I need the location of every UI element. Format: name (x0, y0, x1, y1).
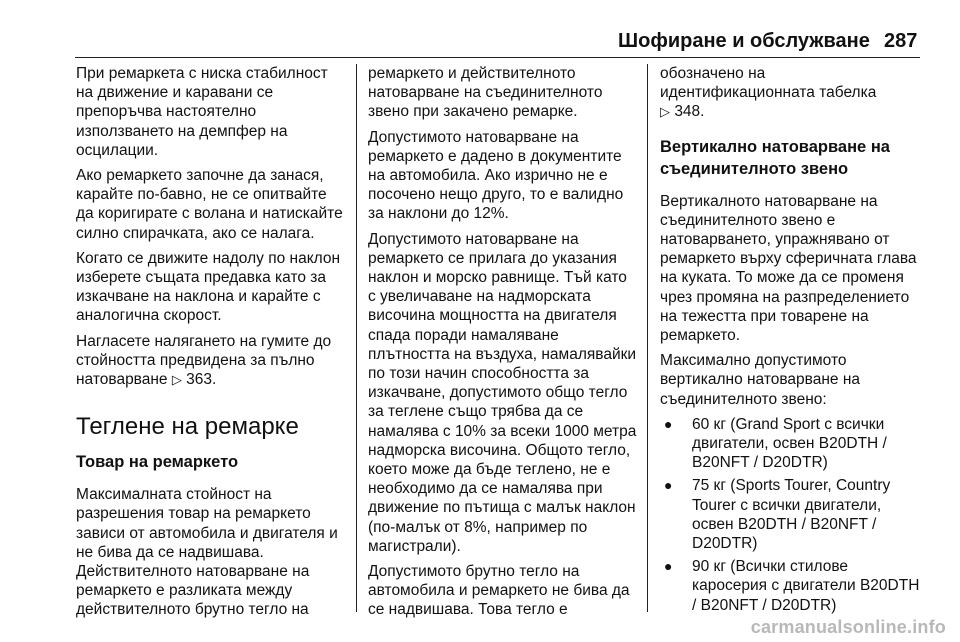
paragraph: ремаркето и действителното натоварване на съединителното звено при закачено ремарке. (368, 65, 603, 121)
page-header (0, 0, 960, 56)
paragraph: Когато се движите надолу по наклон изберете същата предавка като за изкачване на наклона и карайте с аналогична скорост. (76, 249, 341, 325)
list-item (660, 557, 922, 615)
page-number: 287 (884, 30, 918, 52)
paragraph-text: обозначено на идентификационната табелка (660, 65, 877, 102)
column-middle (368, 64, 638, 626)
section-heading: Теглене на ремарке (76, 413, 299, 441)
bullet-dot-icon: ● (664, 415, 673, 432)
list-item (660, 415, 922, 473)
column-right (660, 64, 922, 619)
list-item-text: 75 кг (Sports Tourer, Country Tourer с всички двигатели, освен B20DTH / B20NFT / D20DTR) (692, 477, 891, 553)
arrow-reference-icon: ▷ (660, 104, 670, 120)
column-left (76, 64, 348, 626)
bullet-list (660, 415, 922, 615)
paragraph-text: Нагласете налягането на гумите до стойността предвидена за пълно натоварване (76, 332, 332, 389)
list-item-text: 90 кг (Всички стилове каросерия с двигатели B20DTH / B20NFT / D20DTR) (692, 558, 920, 614)
bullet-dot-icon: ● (664, 558, 673, 575)
paragraph (660, 64, 922, 122)
header-rule (75, 57, 920, 58)
paragraph: При ремаркета с ниска стабилност на движение и каравани се препоръчва настоятелно използването на демпфер на осцилации. (76, 65, 328, 159)
paragraph: Максимално допустимото вертикално натоварване на съединителното звено: (660, 352, 861, 408)
section-title: Шофиране и обслужване (618, 30, 870, 52)
watermark: carmanualsonline.info (750, 617, 946, 637)
paragraph: Максималната стойност на разрешения товар на ремаркето зависи от автомобила и двигателя и не бива да се надвишава. Действителното натоварване на ремаркето е разликата между действителното брутно тегло на (76, 486, 338, 619)
subsection-heading: Товар на ремаркето (76, 453, 239, 472)
paragraph: Ако ремаркето започне да занася, карайте по-бавно, не се опитвайте да коригирате с волана и натискайте силно спирачката, ако се налага. (76, 167, 343, 242)
paragraph: Допустимото брутно тегло на автомобила и ремаркето не бива да се надвишава. Това тегло е (368, 563, 630, 619)
paragraph: Допустимото натоварване на ремаркето е дадено в документите на автомобила. Ако изрично не е посочено нещо друго, то е валидно за наклони до 12%. (368, 128, 624, 223)
column-divider (356, 64, 357, 612)
subsection-heading: Вертикално натоварване на съединителното звено (660, 137, 890, 178)
paragraph (76, 332, 348, 390)
list-item (660, 476, 922, 553)
list-item-text: 60 кг (Grand Sport с всички двигатели, освен B20DTH / B20NFT / D20DTR) (692, 415, 887, 472)
column-divider (647, 64, 648, 612)
page-reference-link[interactable]: 348. (674, 103, 705, 121)
page-reference-link[interactable]: 363. (186, 371, 217, 389)
paragraph: Допустимото натоварване на ремаркето се прилага до указания наклон и морско равнище. Тъй като с увеличаване на надморската височина мощността на двигателя спада поради намаляване плътността на въздуха, намалявайки по този начин способността за изкачване, допустимото общо тегло за теглене също трябва да се намалява с 10% за всеки 1000 метра надморска височина. Общото тегло, което може да бъде теглено, не е необходимо да се намалява при движение по пътища с малък наклон (по-малък от 8%, например по магистрали). (368, 230, 637, 555)
paragraph: Вертикалното натоварване на съединителното звено е натоварването, упражнявано от ремаркето върху сферичната глава на куката. То може да се променя чрез промяна на разпределението на тежестта при товарене на ремаркето. (660, 192, 917, 345)
arrow-reference-icon: ▷ (171, 372, 182, 388)
bullet-dot-icon: ● (664, 477, 673, 494)
